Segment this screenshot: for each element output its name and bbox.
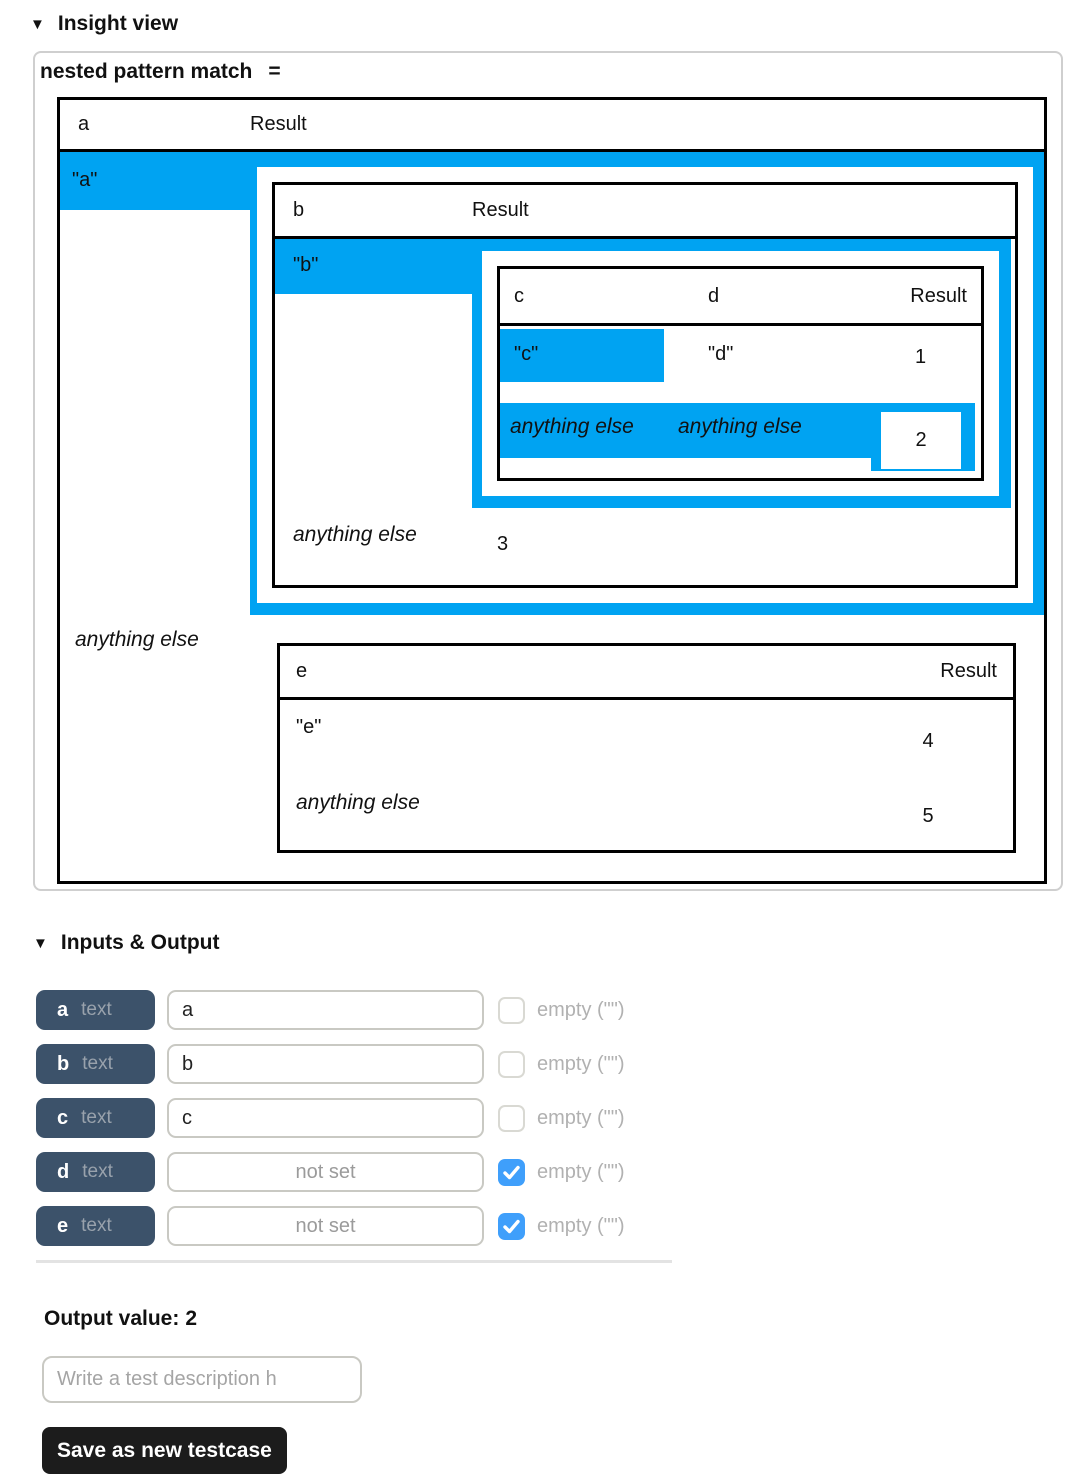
collapse-triangle-icon[interactable]: ▼ <box>33 934 48 952</box>
empty-checkbox-c[interactable] <box>498 1105 525 1132</box>
param-c-input[interactable] <box>167 1098 484 1138</box>
expression-title <box>40 60 1061 84</box>
table-e-header <box>280 646 1013 700</box>
inputs-output-title: Inputs & Output <box>60 931 220 954</box>
param-pill-b <box>36 1044 155 1084</box>
table-b-header <box>275 185 1015 239</box>
test-description-input[interactable] <box>42 1356 362 1403</box>
table-cd-row2-d-cell: anything else <box>678 415 802 438</box>
empty-checkbox-b[interactable] <box>498 1051 525 1078</box>
input-row-b <box>36 1044 1074 1084</box>
matched-pattern-c: "c" <box>500 329 664 382</box>
param-name: e <box>57 1214 69 1237</box>
empty-checkbox-e[interactable] <box>498 1213 525 1240</box>
param-name: d <box>57 1160 70 1183</box>
table-b-matched-row <box>275 239 1015 508</box>
table-cd-header-result: Result <box>910 284 967 307</box>
table-cd-row2-result-highlight <box>871 403 975 471</box>
table-cd-row2-c-cell: anything else <box>510 415 634 438</box>
table-b-else-pattern: anything else <box>293 523 417 546</box>
table-a-else-result <box>250 615 1044 881</box>
param-a-input[interactable] <box>167 990 484 1030</box>
matched-pattern-b: "b" <box>275 239 472 294</box>
table-e-else-row <box>280 775 1013 850</box>
table-cd-row1-d-cell: "d" <box>708 343 734 365</box>
section-divider <box>36 1260 672 1263</box>
table-a-else-pattern: anything else <box>75 628 199 651</box>
table-cd-header-c: c <box>514 284 524 307</box>
matched-pattern-a: "a" <box>60 152 250 210</box>
collapse-triangle-icon[interactable]: ▼ <box>30 15 45 33</box>
table-cd-header-d: d <box>708 284 720 307</box>
input-row-d <box>36 1152 1074 1192</box>
input-row-a <box>36 990 1074 1030</box>
param-pill-e <box>36 1206 155 1246</box>
table-b-else-row <box>275 508 1015 585</box>
table-e-row1-result: 4 <box>922 730 934 752</box>
table-e-row-1 <box>280 700 1013 775</box>
param-name: c <box>57 1106 69 1129</box>
checkmark-icon <box>503 1219 520 1234</box>
insight-card <box>33 51 1063 891</box>
table-cd-header <box>500 269 981 326</box>
save-testcase-button[interactable]: Save as new testcase <box>42 1427 287 1474</box>
input-row-e <box>36 1206 1074 1246</box>
table-cd-matched-row <box>500 401 981 478</box>
param-name: b <box>57 1052 70 1075</box>
param-b-input[interactable] <box>167 1044 484 1084</box>
param-pill-c <box>36 1098 155 1138</box>
param-type: text <box>81 999 112 1020</box>
param-type: text <box>81 1107 112 1128</box>
table-a-matched-row <box>60 152 1044 615</box>
table-e-header-result: Result <box>940 660 997 682</box>
insight-view-title: Insight view <box>57 12 179 35</box>
table-b-header-result: Result <box>472 199 529 221</box>
table-e-else-result: 5 <box>922 805 934 827</box>
table-b-pattern-cell <box>275 239 472 508</box>
pattern-table-cd <box>497 266 984 481</box>
insight-view-header <box>30 12 1074 36</box>
inputs-output-header <box>33 931 1074 955</box>
param-type: text <box>81 1215 112 1236</box>
param-e-input[interactable] <box>167 1206 484 1246</box>
table-a-result-highlight <box>250 152 1044 615</box>
table-b-header-pattern: b <box>293 199 305 221</box>
output-value-label: Output value: <box>44 1307 180 1330</box>
nested-container-b <box>257 167 1033 603</box>
param-pill-a <box>36 990 155 1030</box>
table-a-header-result: Result <box>250 113 307 135</box>
empty-label: empty ("") <box>537 1214 625 1237</box>
nested-container-cd <box>482 251 999 496</box>
table-e-header-pattern: e <box>296 660 308 682</box>
table-a-header <box>60 100 1044 152</box>
input-rows <box>36 990 1074 1246</box>
param-type: text <box>82 1053 113 1074</box>
param-d-input[interactable] <box>167 1152 484 1192</box>
param-pill-d <box>36 1152 155 1192</box>
table-e-else-pattern: anything else <box>296 791 420 814</box>
table-cd-row1-result: 1 <box>914 346 927 368</box>
empty-label: empty ("") <box>537 1106 625 1129</box>
table-b-else-result: 3 <box>497 533 509 555</box>
equals-sign: = <box>268 60 281 83</box>
table-b-result-highlight <box>472 239 1011 508</box>
empty-checkbox-d[interactable] <box>498 1159 525 1186</box>
table-cd-row1-c-cell <box>500 326 690 401</box>
table-e-row1-pattern: "e" <box>296 716 322 738</box>
output-value: 2 <box>185 1307 198 1330</box>
table-a-else-row <box>60 615 1044 881</box>
pattern-table-b <box>272 182 1018 588</box>
param-type: text <box>82 1161 113 1182</box>
param-name: a <box>57 998 69 1021</box>
empty-checkbox-a[interactable] <box>498 997 525 1024</box>
matched-result-value: 2 <box>881 412 961 469</box>
output-value-line <box>44 1307 1074 1331</box>
pattern-table-a <box>57 97 1047 884</box>
table-a-pattern-cell <box>60 152 250 615</box>
table-a-header-pattern: a <box>78 113 90 135</box>
expression-name: nested pattern match <box>40 60 253 83</box>
input-row-c <box>36 1098 1074 1138</box>
empty-label: empty ("") <box>537 1160 625 1183</box>
table-cd-row-1 <box>500 326 981 401</box>
empty-label: empty ("") <box>537 998 625 1021</box>
checkmark-icon <box>503 1165 520 1180</box>
pattern-table-e <box>277 643 1016 853</box>
empty-label: empty ("") <box>537 1052 625 1075</box>
